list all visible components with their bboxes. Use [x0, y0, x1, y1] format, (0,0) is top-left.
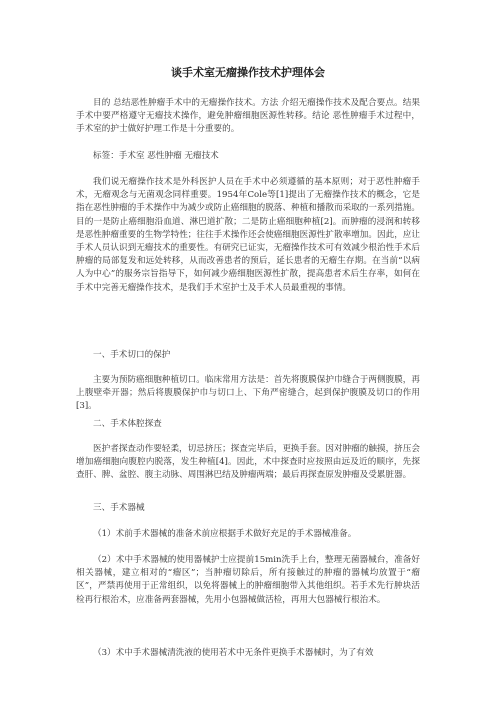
instrument-item-1: （1）术前手术器械的准备术前应根据手术做好充足的手术器械准备。	[93, 529, 357, 539]
section-body-exploration: 医护者探查动作要轻柔，切忌挤压；探查完毕后，更换手套。因对肿瘤的触摸，挤压会增加癌细胞向腹腔内脱落，发生种植[4]。因此，术中探查时应按照由远及近的顺序，先探查肝、脾、盆腔、腹主动脉、周围淋巴结及肿瘤两端；最后再探查原发肿瘤及受累脏器。	[76, 444, 420, 481]
section-heading-instruments: 三、手术器械	[93, 503, 145, 513]
section-heading-exploration: 二、手术体腔探查	[93, 419, 162, 429]
keywords-line: 标签：手术室 恶性肿瘤 无瘤技术	[93, 151, 219, 161]
section-body-incision: 主要为预防癌细胞种植切口。临床常用方法是：首先将腹膜保护巾缝合于两侧腹膜，再上腹壁牵开器；然后将腹膜保护巾与切口上、下角严密缝合，起到保护腹膜及切口的作用[3]。	[76, 375, 420, 412]
abstract-paragraph: 目的 总结恶性肿瘤手术中的无瘤操作技术。方法 介绍无瘤操作技术及配合要点。结果 手术中要严格遵守无瘤技术操作，避免肿瘤细胞医源性转移。结论 恶性肿瘤手术过程中，手术室的护士做好护理工作是十分重要的。	[76, 98, 420, 135]
intro-paragraph: 我们说无瘤操作技术是外科医护人员在手术中必须遵循的基本原则；对于恶性肿瘤手术，无瘤观念与无菌观念同样重要。1954年Cole等[1]提出了无瘤操作技术的概念，它是指在恶性肿瘤的手术操作中为减少或防止癌细胞的脱落、种植和播散而采取的一系列措施。目的一是防止癌细胞沿血道、淋巴道扩散；二是防止癌细胞种植[2]。而肿瘤的浸润和转移是恶性肿瘤重要的生物学特性；往往手术操作还会使癌细胞医源性扩散率增加。因此，应让手术人员认识到无瘤技术的重要性。有研究已证实，无瘤操作技术可有效减少根治性手术后肿瘤的局部复发和远处转移，从而改善患者的预后，延长患者的无瘤生存期。在当前“以病人为中心”的服务宗旨指导下，如何减少癌细胞医源性扩散，提高患者术后生存率，如何在手术中完善无瘤操作技术，是我们手术室护士及手术人员最重视的事情。	[76, 177, 420, 293]
section-heading-incision: 一、手术切口的保护	[93, 350, 171, 360]
instrument-item-3: （3）术中手术器械清洗液的使用若术中无条件更换手术器械时，为了有效	[93, 648, 374, 658]
document-title: 谈手术室无瘤操作技术护理体会	[171, 66, 325, 79]
instrument-item-2: （2）术中手术器械的使用器械护士应提前15min洗手上台，整理无菌器械台，准备好相关器械，建立相对的“瘤区”；当肿瘤切除后，所有接触过的肿瘤的器械均放置于“瘤区”，严禁再使用于正常组织，以免将器械上的肿瘤细胞带入其他组织。若手术先行肿块活检再行根治术，应准备两套器械，先用小包器械做活检，再用大包器械行根治术。	[76, 555, 420, 605]
